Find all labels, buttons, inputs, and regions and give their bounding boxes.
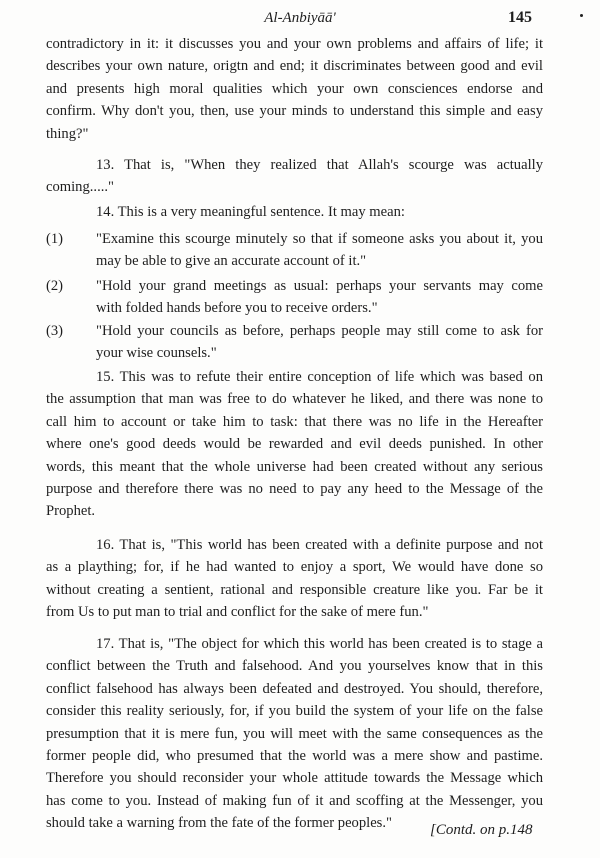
text-line: thing?" (46, 125, 89, 142)
text-line: as a plaything; for, if he had wanted to enjoy a sport, We would have done so (46, 559, 543, 576)
text-line: from Us to put man to trial and conflict for the sake of mere fun." (46, 604, 429, 621)
note-15 (46, 366, 543, 523)
meaning-label: (3) (46, 323, 64, 339)
text-line: "Hold your councils as before, perhaps people may still come to ask for (96, 323, 543, 339)
text-line: call him to account or take him to task: that there was no life in the Hereafter (46, 413, 543, 430)
meaning-2 (46, 275, 543, 320)
text-line: may be able to give an accurate account of it." (96, 253, 367, 270)
text-line: without creating a sentient, rational and responsible creature like you. Far be it (46, 581, 543, 598)
continued-note: [Contd. on p.148 (430, 822, 533, 838)
paragraph-continued (46, 33, 543, 145)
text-line: 15. This was to refute their entire conception of life which was based on (96, 369, 543, 385)
text-line: should take a warning from the fate of the former peoples." (46, 815, 392, 832)
text-line: presumption that it is mere fun, you will meet with the same consequences as the (46, 725, 543, 742)
text-line: 17. That is, "The object for which this world has been created is to stage a (96, 636, 543, 652)
text-line: "Examine this scourge minutely so that if someone asks you about it, you (96, 231, 543, 247)
meaning-label: (1) (46, 231, 64, 247)
page-number: 145 (508, 9, 532, 26)
text-line: purpose and therefore there was no need to pay any heed to the Message of the (46, 481, 543, 498)
text-line: where one's good deeds would be rewarded and evil deeds punished. In other (46, 436, 543, 453)
meaning-label: (2) (46, 278, 64, 294)
text-line: has come to you. Instead of making fun of it and scoffing at the Messenger, you (46, 792, 543, 809)
text-line: coming....." (46, 179, 114, 196)
note-13 (46, 154, 543, 199)
meaning-1 (46, 228, 543, 273)
text-line: and presents high moral qualities which your own consciences endorse and (46, 80, 543, 97)
text-line: with folded hands before you to receive orders." (96, 300, 378, 317)
meaning-text (96, 275, 543, 320)
text-line: contradictory in it: it discusses you and your own problems and affairs of life; it (46, 36, 543, 52)
running-title: Al-Anbiyāā' (264, 10, 336, 26)
text-line: Therefore you should reconsider your whole attitude towards the Message which (46, 770, 543, 787)
text-line: words, this meant that the whole universe had been created without any serious (46, 458, 543, 475)
text-line: conflict between the Truth and falsehood. And you yourselves know that in this (46, 658, 543, 675)
text-line: confirm. Why don't you, then, use your minds to understand this simple and easy (46, 103, 543, 120)
note-17 (46, 633, 543, 835)
note-16 (46, 534, 543, 624)
text-line: consider this reality seriously, for, if you build the system of your life on the false (46, 703, 543, 720)
text-line: 14. This is a very meaningful sentence. It may mean: (96, 204, 405, 220)
text-line: Prophet. (46, 503, 96, 520)
note-14 (46, 201, 543, 223)
text-line: describes your own nature, origtn and end; it discriminates between good and evil (46, 58, 543, 75)
meaning-3 (46, 320, 543, 365)
meaning-text (96, 228, 543, 273)
text-line: 16. That is, "This world has been created with a definite purpose and not (96, 537, 543, 553)
text-line: "Hold your grand meetings as usual: perhaps your servants may come (96, 278, 543, 294)
scan-speck (580, 14, 583, 17)
text-line: your wise counsels." (96, 345, 217, 362)
text-line: the assumption that man was free to do whatever he liked, and there was none to (46, 391, 543, 408)
text-line: 13. That is, "When they realized that Allah's scourge was actually (96, 157, 543, 173)
meaning-text (96, 320, 543, 365)
text-line: conflict falsehood has always been defeated and destroyed. You should, therefore, (46, 680, 543, 697)
text-line: former people did, who presumed that the world was a mere show and pastime. (46, 748, 543, 765)
